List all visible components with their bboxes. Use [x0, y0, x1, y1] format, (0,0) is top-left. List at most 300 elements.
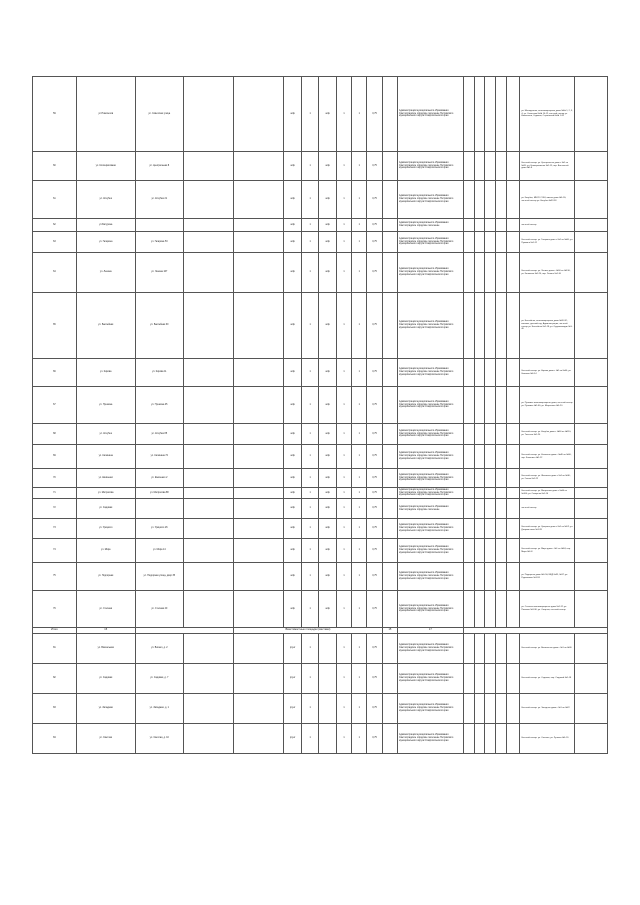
row-count: 1	[301, 488, 318, 499]
row-containers: 1	[336, 539, 351, 563]
table-row	[33, 232, 608, 253]
row-empty	[507, 359, 520, 387]
table-row	[33, 519, 608, 539]
row-empty	[463, 253, 474, 293]
row-containers-2: 1	[352, 724, 367, 754]
row-empty	[507, 694, 520, 724]
row-volume: 0,75	[367, 445, 382, 469]
row-served: Частный сектор: ул. Кочубея дома с №60 по №110; ул. Толстого №1-20	[520, 424, 575, 445]
row-served: ул. Степная многоквартирные дома №1-12; ул. Полевая №1-30; ул. Озерная; частный сектор	[520, 591, 575, 628]
row-empty	[463, 519, 474, 539]
row-containers-2: 1	[352, 445, 367, 469]
row-owner: Администрация муниципального образования Светлоградское городское поселение Петровского муниципального округа Ставропольского края	[398, 232, 464, 253]
row-empty	[382, 539, 397, 563]
row-containers-2: 1	[352, 488, 367, 499]
row-volume: 0,75	[367, 77, 382, 152]
row-empty	[485, 488, 496, 499]
table-row	[33, 424, 608, 445]
row-cover: асф	[284, 253, 301, 293]
row-number: 59	[33, 77, 77, 152]
row-street: ул. Урицкого	[76, 519, 135, 539]
row-street: ул. Садовая	[76, 664, 135, 694]
total-sum2: 17	[398, 628, 464, 634]
row-empty	[474, 181, 485, 219]
row-empty	[382, 519, 397, 539]
row-empty	[575, 219, 608, 232]
row-empty	[463, 77, 474, 152]
row-cover: асф	[284, 488, 301, 499]
row-served: ул. Подгорная дома №1-50; МКД №35, №37; ул. Родниковая №1-18	[520, 563, 575, 591]
row-containers-2: 1	[352, 694, 367, 724]
row-empty	[575, 634, 608, 664]
row-volume: 0,75	[367, 181, 382, 219]
row-empty	[234, 499, 284, 519]
row-containers: 1	[336, 77, 351, 152]
row-empty	[507, 232, 520, 253]
row-containers-2: 1	[352, 499, 367, 519]
row-address: ул. Матросова 88	[135, 488, 183, 499]
row-number: 68	[33, 424, 77, 445]
table-row	[33, 563, 608, 591]
row-containers: 1	[336, 359, 351, 387]
row-count: 1	[301, 293, 318, 359]
row-cover: грунт	[284, 694, 301, 724]
row-empty	[474, 293, 485, 359]
row-empty	[382, 293, 397, 359]
row-empty	[234, 724, 284, 754]
row-empty	[496, 488, 507, 499]
row-count: 1	[301, 152, 318, 181]
table-row	[33, 469, 608, 488]
row-empty	[496, 499, 507, 519]
row-empty	[463, 387, 474, 424]
row-cover-2: асф	[319, 424, 336, 445]
row-volume: 0,75	[367, 519, 382, 539]
row-empty	[575, 694, 608, 724]
row-street: ул. Вокзальная	[76, 634, 135, 664]
row-empty	[507, 591, 520, 628]
row-count: 1	[301, 359, 318, 387]
row-empty	[575, 445, 608, 469]
row-empty	[474, 519, 485, 539]
row-empty	[496, 664, 507, 694]
row-empty	[463, 469, 474, 488]
row-street: ул.Батурина	[76, 219, 135, 232]
row-count: 1	[301, 219, 318, 232]
row-empty	[485, 445, 496, 469]
row-number: 71	[33, 488, 77, 499]
row-empty	[496, 469, 507, 488]
row-empty	[382, 219, 397, 232]
table-row	[33, 664, 608, 694]
row-empty	[474, 219, 485, 232]
row-address: ул. Шевченко 2	[135, 469, 183, 488]
row-empty	[507, 634, 520, 664]
row-count: 1	[301, 253, 318, 293]
row-cover: асф	[284, 77, 301, 152]
row-empty	[474, 563, 485, 591]
row-empty	[183, 469, 233, 488]
table-row	[33, 77, 608, 152]
row-empty	[183, 293, 233, 359]
row-empty	[183, 253, 233, 293]
row-empty	[474, 634, 485, 664]
row-empty	[507, 664, 520, 694]
row-empty	[183, 724, 233, 754]
row-number: 75	[33, 563, 77, 591]
row-count: 1	[301, 181, 318, 219]
row-empty	[463, 359, 474, 387]
row-empty	[575, 387, 608, 424]
row-street: ул. Светлая	[76, 724, 135, 754]
row-number: 66	[33, 359, 77, 387]
row-empty	[234, 253, 284, 293]
row-empty	[485, 563, 496, 591]
table-row	[33, 539, 608, 563]
row-empty	[496, 359, 507, 387]
row-empty	[575, 424, 608, 445]
row-containers: 1	[336, 488, 351, 499]
row-empty	[234, 539, 284, 563]
row-empty	[463, 563, 474, 591]
row-empty	[463, 591, 474, 628]
row-owner: Администрация муниципального образования Светлоградское городское поселение Петровского муниципального округа Ставропольского края	[398, 424, 464, 445]
row-empty	[575, 181, 608, 219]
row-count: 1	[301, 539, 318, 563]
row-street: ул.Новоселов	[76, 77, 135, 152]
row-empty	[382, 232, 397, 253]
row-empty	[474, 232, 485, 253]
row-empty	[474, 499, 485, 519]
row-containers: 1	[336, 445, 351, 469]
row-empty	[507, 152, 520, 181]
row-empty	[183, 539, 233, 563]
row-cover: асф	[284, 519, 301, 539]
table-row	[33, 488, 608, 499]
row-empty	[234, 424, 284, 445]
row-empty	[496, 219, 507, 232]
row-empty	[463, 539, 474, 563]
row-empty	[382, 694, 397, 724]
row-number: 73	[33, 519, 77, 539]
row-empty	[382, 488, 397, 499]
row-empty	[496, 539, 507, 563]
row-empty	[382, 563, 397, 591]
row-empty	[507, 563, 520, 591]
row-volume: 0,75	[367, 539, 382, 563]
row-containers: 1	[336, 219, 351, 232]
row-empty	[234, 634, 284, 664]
row-cover: асф	[284, 232, 301, 253]
row-containers: 1	[336, 563, 351, 591]
row-empty	[234, 232, 284, 253]
row-empty	[575, 469, 608, 488]
table-row	[33, 499, 608, 519]
row-empty	[485, 499, 496, 519]
row-cover-2: асф	[319, 591, 336, 628]
row-number: 63	[33, 232, 77, 253]
row-cover-2: асф	[319, 539, 336, 563]
row-owner: Администрация муниципального образования Светлоградское городское поселение Петровского муниципального округа Ставропольского края	[398, 563, 464, 591]
row-empty	[234, 445, 284, 469]
row-containers: 1	[336, 152, 351, 181]
table-row	[33, 293, 608, 359]
row-empty	[507, 724, 520, 754]
row-owner: Администрация муниципального образования Светлоградское городское поселение	[398, 219, 464, 232]
row-volume: 0,75	[367, 359, 382, 387]
row-count: 1	[301, 634, 318, 664]
row-empty	[382, 634, 397, 664]
row-volume: 0,75	[367, 634, 382, 664]
row-containers: 1	[336, 724, 351, 754]
row-empty	[183, 152, 233, 181]
row-cover-2: асф	[319, 499, 336, 519]
row-empty	[507, 77, 520, 152]
row-cover-2	[319, 634, 336, 664]
row-containers: 1	[336, 694, 351, 724]
row-number: 76	[33, 591, 77, 628]
row-empty	[485, 232, 496, 253]
row-cover: асф	[284, 219, 301, 232]
row-owner: Администрация муниципального образования Светлоградское городское поселение Петровского муниципального округа Ставропольского края	[398, 293, 464, 359]
row-served: Частный сектор: ул. Ленина дома с №90 по №130; ул. Калинина №1-24; пер. Ленина №1-10	[520, 253, 575, 293]
row-address: ул. Центральная 8	[135, 152, 183, 181]
table-body-secondary	[33, 634, 608, 754]
row-containers: 1	[336, 591, 351, 628]
row-empty	[234, 664, 284, 694]
row-address	[135, 499, 183, 519]
row-empty	[382, 77, 397, 152]
row-owner: Администрация муниципального образования Светлоградское городское поселение Петровского муниципального округа Ставропольского края	[398, 539, 464, 563]
row-empty	[382, 499, 397, 519]
row-street: ул. Шевченко	[76, 469, 135, 488]
row-empty	[507, 499, 520, 519]
row-number: 84	[33, 724, 77, 754]
row-street: ул. Кирова	[76, 359, 135, 387]
row-served: Частный сектор: ул. Вокзальная дома с №1 по №30	[520, 634, 575, 664]
row-empty	[474, 424, 485, 445]
row-served: Частный сектор: ул. Западная дома с №1 по №22	[520, 694, 575, 724]
row-empty	[575, 77, 608, 152]
row-volume: 0,75	[367, 488, 382, 499]
row-count: 1	[301, 424, 318, 445]
row-owner: Администрация муниципального образования Светлоградское городское поселение Петровского муниципального округа Ставропольского края	[398, 591, 464, 628]
row-empty	[507, 181, 520, 219]
row-served: частный сектор	[520, 499, 575, 519]
row-street: ул. Кооперативная	[76, 152, 135, 181]
row-number: 60	[33, 152, 77, 181]
row-empty	[507, 469, 520, 488]
row-cover-2: асф	[319, 181, 336, 219]
row-empty	[234, 519, 284, 539]
row-owner: Администрация муниципального образования Светлоградское городское поселение Петровского муниципального округа Ставропольского края	[398, 694, 464, 724]
row-number: 72	[33, 499, 77, 519]
row-address: ул. Подгорная улица, двор 35	[135, 563, 183, 591]
row-empty	[575, 563, 608, 591]
row-containers: 1	[336, 293, 351, 359]
row-volume: 0,75	[367, 152, 382, 181]
row-count: 1	[301, 387, 318, 424]
total-label: Итого	[33, 628, 77, 634]
row-containers-2: 1	[352, 77, 367, 152]
row-empty	[474, 664, 485, 694]
row-containers-2: 1	[352, 591, 367, 628]
row-empty	[507, 519, 520, 539]
row-street: ул. Кочубея	[76, 424, 135, 445]
row-street: ул. Садовая	[76, 499, 135, 519]
row-volume: 0,75	[367, 253, 382, 293]
row-served: Частный сектор: ул. Урицкого дома с №1 по №52; ул. Дзержинского №1-28	[520, 519, 575, 539]
row-address: ул. Урицкого 26	[135, 519, 183, 539]
row-count: 1	[301, 563, 318, 591]
row-cover: асф	[284, 499, 301, 519]
row-empty	[183, 445, 233, 469]
table-row	[33, 359, 608, 387]
row-empty	[234, 591, 284, 628]
row-count: 1	[301, 724, 318, 754]
row-volume: 0,75	[367, 563, 382, 591]
row-number: 64	[33, 253, 77, 293]
registry-page	[32, 76, 608, 754]
row-number: 70	[33, 469, 77, 488]
row-count: 1	[301, 499, 318, 519]
row-served: Частный сектор: ул. Гагарина дома с №1 по №60; ул. Пушкина №1-12	[520, 232, 575, 253]
row-street: ул. Степная	[76, 591, 135, 628]
row-empty	[382, 424, 397, 445]
table-row	[33, 152, 608, 181]
row-empty	[183, 181, 233, 219]
row-containers-2: 1	[352, 519, 367, 539]
row-empty	[496, 152, 507, 181]
row-address: ул. Бассейная 30	[135, 293, 183, 359]
row-containers-2: 1	[352, 469, 367, 488]
row-cover-2: асф	[319, 219, 336, 232]
row-count: 1	[301, 694, 318, 724]
row-empty	[496, 519, 507, 539]
row-street: ул. Подгорная	[76, 563, 135, 591]
row-cover: асф	[284, 591, 301, 628]
row-volume: 0,75	[367, 664, 382, 694]
row-empty	[183, 499, 233, 519]
row-cover-2	[319, 694, 336, 724]
row-count: 1	[301, 469, 318, 488]
row-cover-2	[319, 724, 336, 754]
row-served: Частный сектор: ул. Матросова дома с №60 по №100; ул. Северная №1-16	[520, 488, 575, 499]
row-empty	[485, 539, 496, 563]
row-empty	[234, 563, 284, 591]
row-empty	[463, 634, 474, 664]
row-address: ул. Кирова 11	[135, 359, 183, 387]
row-served: Частный сектор: ул. Мира дома с №1 по №34; пер. Мира №1-8	[520, 539, 575, 563]
row-empty	[507, 445, 520, 469]
row-empty	[496, 724, 507, 754]
row-containers-2: 1	[352, 634, 367, 664]
row-street: ул. Бассейная	[76, 293, 135, 359]
row-cover-2: асф	[319, 359, 336, 387]
row-empty	[382, 387, 397, 424]
row-volume: 0,75	[367, 694, 382, 724]
row-empty	[575, 488, 608, 499]
row-empty	[382, 724, 397, 754]
row-served: Частный сектор: ул. Светлая, ул. Луговая №1-20	[520, 724, 575, 754]
row-empty	[507, 219, 520, 232]
row-containers: 1	[336, 469, 351, 488]
row-containers-2: 1	[352, 359, 367, 387]
row-count: 1	[301, 232, 318, 253]
row-cover-2: асф	[319, 152, 336, 181]
row-number: 61	[33, 181, 77, 219]
table-row	[33, 181, 608, 219]
row-served: Частный сектор: ул. Калинина дома с №40 по №90; пер. Калинина №1-12	[520, 445, 575, 469]
row-street: ул. Мира	[76, 539, 135, 563]
row-empty	[496, 387, 507, 424]
row-street: ул. Матросова	[76, 488, 135, 499]
section-title: Вместимостные площадки (местами)	[234, 628, 383, 634]
row-empty	[575, 519, 608, 539]
row-empty	[485, 77, 496, 152]
row-volume: 0,75	[367, 424, 382, 445]
row-cover-2: асф	[319, 253, 336, 293]
row-served: ул. Молодежная, многоквартирные дома №№ 1, 2, 3, 4; ул. Советская №№ 10-12; частный сектор ул. Новоселов, Садовая, Строителей №№ 1-20	[520, 77, 575, 152]
row-number: 65	[33, 293, 77, 359]
row-empty	[474, 469, 485, 488]
row-owner: Администрация муниципального образования Светлоградское городское поселение Петровского муниципального округа Ставропольского края	[398, 152, 464, 181]
row-owner: Администрация муниципального образования Светлоградское городское поселение	[398, 499, 464, 519]
row-count: 1	[301, 77, 318, 152]
row-street: ул. Гагарина	[76, 232, 135, 253]
row-empty	[382, 253, 397, 293]
row-empty	[183, 591, 233, 628]
row-empty	[463, 724, 474, 754]
row-empty	[496, 445, 507, 469]
row-volume: 0,75	[367, 724, 382, 754]
row-containers-2: 1	[352, 152, 367, 181]
row-empty	[183, 563, 233, 591]
row-empty	[507, 387, 520, 424]
row-cover: грунт	[284, 664, 301, 694]
row-owner: Администрация муниципального образования Светлоградское городское поселение Петровского муниципального округа Ставропольского края	[398, 253, 464, 293]
row-cover-2: асф	[319, 519, 336, 539]
row-empty	[382, 359, 397, 387]
row-empty	[474, 253, 485, 293]
row-empty	[575, 499, 608, 519]
row-owner: Администрация муниципального образования Светлоградское городское поселение Петровского муниципального округа Ставропольского края	[398, 724, 464, 754]
row-empty	[575, 724, 608, 754]
row-empty	[463, 445, 474, 469]
row-empty	[485, 694, 496, 724]
row-empty	[575, 359, 608, 387]
row-empty	[485, 634, 496, 664]
row-containers-2: 1	[352, 293, 367, 359]
row-owner: Администрация муниципального образования Светлоградское городское поселение Петровского муниципального округа Ставропольского края	[398, 387, 464, 424]
row-empty	[485, 293, 496, 359]
row-empty	[575, 664, 608, 694]
row-empty	[485, 219, 496, 232]
row-empty	[485, 253, 496, 293]
row-cover-2: асф	[319, 445, 336, 469]
row-empty	[474, 359, 485, 387]
row-number: 81	[33, 634, 77, 664]
row-cover-2: асф	[319, 469, 336, 488]
row-containers: 1	[336, 181, 351, 219]
row-empty	[234, 359, 284, 387]
row-empty	[485, 359, 496, 387]
row-empty	[485, 664, 496, 694]
row-empty	[382, 664, 397, 694]
table-row	[33, 591, 608, 628]
row-empty	[485, 519, 496, 539]
row-empty	[474, 488, 485, 499]
